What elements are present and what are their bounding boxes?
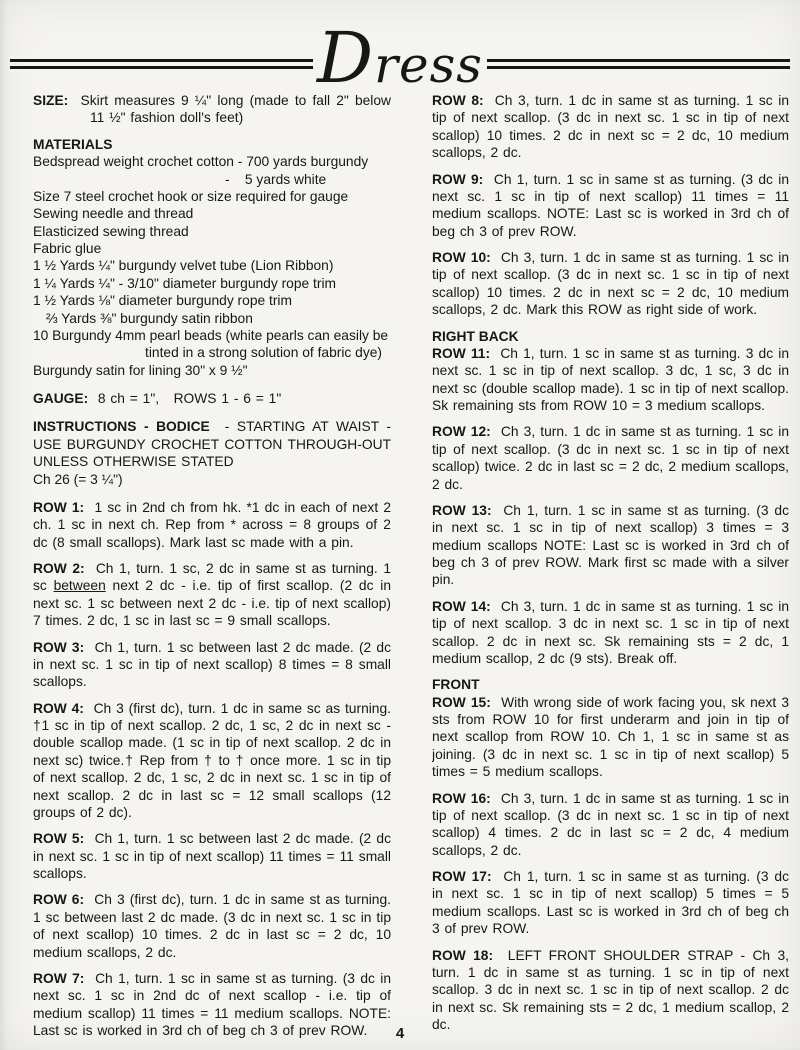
page-header: [0, 6, 800, 99]
row-paragraph: ROW 11: Ch 1, turn. 1 sc in same st as turning. 3 dc in next sc. 1 sc in tip of next scallop. 3 dc, 1 sc, 3 dc in next sc (double scallop made). 1 sc in tip of next scallop. Sk remaining sts from ROW 10 = 3 medium scallops.: [432, 345, 789, 413]
row-paragraph: ROW 16: Ch 3, turn. 1 dc in same st as turning. 1 sc in tip of next scallop. (3 dc in next sc. 1 sc in tip of next scallop) 4 times. 2 dc in last sc = 2 dc, 4 medium scallops, 2 dc.: [432, 790, 789, 858]
paragraph-label: ROW 14:: [432, 598, 491, 614]
paragraph-label: ROW 9:: [432, 171, 484, 187]
paragraph-label: INSTRUCTIONS - BODICE: [33, 419, 210, 435]
row-paragraph: ROW 8: Ch 3, turn. 1 dc in same st as turning. 1 sc in tip of next scallop. (3 dc in next sc. 1 sc in tip of next scallop) 10 times. 2 dc in next sc = 2 dc, 10 medium scallops, 2 dc.: [432, 93, 789, 161]
text-line: - 5 yards white: [225, 171, 327, 187]
paragraph-label: ROW 8:: [432, 93, 484, 108]
row-paragraph: ROW 13: Ch 1, turn. 1 sc in same st as turning. (3 dc in next sc. 1 sc in tip of next scallop) 3 times = 3 medium scallops NOTE: Last sc is worked in 3rd ch of beg ch 3 of prev ROW. Mark first sc made with a silver pin.: [432, 502, 789, 588]
text-line: 10 Burgundy 4mm pearl beads (white pearls can easily be tinted in a strong solution of fabric dye): [33, 327, 389, 361]
paragraph-label: ROW 12:: [432, 424, 491, 440]
section-heading: RIGHT BACK: [432, 328, 519, 344]
row-paragraph: ROW 5: Ch 1, turn. 1 sc between last 2 dc made. (2 dc in next sc. 1 sc in tip of next scallop) 11 times = 11 small scallops.: [33, 831, 391, 881]
paragraph-label: ROW 10:: [432, 250, 491, 265]
text-line: Bedspread weight crochet cotton - 700 yards burgundy: [33, 154, 369, 170]
row-paragraph: ROW 6: Ch 3 (first dc), turn. 1 dc in same st as turning. 1 sc between last 2 dc made. (3 dc in next sc. 1 sc in tip of next scallop) 10 times. 2 dc in last sc = 2 dc, 10 medium scallops, 2 dc.: [33, 892, 391, 960]
labeled-paragraph: GAUGE: 8 ch = 1", ROWS 1 - 6 = 1": [33, 391, 282, 406]
page-title: Dress: [317, 16, 483, 99]
row-paragraph: ROW 1: 1 sc in 2nd ch from hk. *1 dc in each of next 2 ch. 1 sc in next ch. Rep from * across = 8 groups of 2 dc (8 small scallops). Mark last sc made with a pin.: [33, 499, 391, 550]
text-line: 1 ½ Yards ¼" burgundy velvet tube (Lion Ribbon): [33, 258, 334, 274]
text-line: 1 ¼ Yards ¼" - 3/10" diameter burgundy rope trim: [33, 275, 337, 291]
section-heading: FRONT: [432, 677, 480, 693]
section-heading: MATERIALS: [33, 136, 113, 152]
text-line: Sewing needle and thread: [33, 206, 194, 222]
text-line: Ch 26 (= 3 ¼"): [33, 471, 123, 487]
row-paragraph: ROW 15: With wrong side of work facing you, sk next 3 sts from ROW 10 for first underarm and join in tip of next scallop from ROW 10. Ch 1, 1 sc in same st as joining. (3 dc in next sc. 1 sc in tip of next scallop) 5 times = 5 medium scallops.: [432, 694, 789, 780]
text-line: Elasticized sewing thread: [33, 223, 189, 239]
paragraph-label: SIZE:: [33, 93, 69, 108]
text-line: Size 7 steel crochet hook or size required for gauge: [33, 188, 349, 204]
paragraph-label: ROW 17:: [432, 869, 492, 884]
decorative-rule-right: [487, 59, 790, 69]
paragraph-label: ROW 4:: [33, 700, 84, 716]
text-line: 1 ½ Yards ⅛" diameter burgundy rope trim: [33, 293, 292, 309]
paragraph-label: ROW 18:: [432, 947, 494, 963]
paragraph-label: ROW 1:: [33, 499, 85, 515]
text-line: ⅔ Yards ⅜" burgundy satin ribbon: [46, 310, 253, 326]
labeled-paragraph: INSTRUCTIONS - BODICE - STARTING AT WAIST - USE BURGUNDY CROCHET COTTON THROUGH-OUT UNLESS OTHERWISE STATED: [33, 419, 391, 470]
paragraph-label: ROW 5:: [33, 831, 85, 847]
row-paragraph: ROW 14: Ch 3, turn. 1 dc in same st as turning. 1 sc in tip of next scallop. 3 dc in next sc. 1 sc in tip of next scallop. 2 dc in next sc. Sk remaining sts = 2 dc, 1 medium scallop, 2 dc (9 sts). Break off.: [432, 598, 789, 666]
row-paragraph: ROW 4: Ch 3 (first dc), turn. 1 dc in same sc as turning. †1 sc in tip of next scallop. 2 dc, 1 sc, 2 dc in next sc - double scallop made. (1 sc in tip of next scallop. 2 dc in next sc) twice.† Rep from † to † once more. 1 sc in tip of next scallop. 2 dc, 1 sc, 2 dc in next sc. 1 sc in tip of next scallop. 2 dc in last sc = 12 small scallops (12 groups of 2 dc).: [33, 700, 391, 820]
left-column: [33, 92, 391, 1038]
row-paragraph: ROW 18: LEFT FRONT SHOULDER STRAP - Ch 3, turn. 1 dc in same st as turning. 1 sc in tip of next scallop. 3 dc in next sc. 1 sc in tip of next scallop. 2 dc in next sc. Sk remaining sts = 2 dc, 1 medium scallop, 2 dc.: [432, 947, 789, 1032]
row-paragraph: ROW 17: Ch 1, turn. 1 sc in same st as turning. (3 dc in next sc. 1 sc in tip of next scallop) 5 times = 5 medium scallops. Last sc is worked in 3rd ch of beg ch 3 of prev ROW.: [432, 869, 789, 937]
paragraph-label: ROW 13:: [432, 502, 492, 518]
paragraph-label: ROW 15:: [432, 694, 491, 710]
row-paragraph: ROW 12: Ch 3, turn. 1 dc in same st as turning. 1 sc in tip of next scallop. (3 dc in next sc. 1 sc in tip of next scallop) twice. 2 dc in last sc = 2 dc, 2 medium scallops, 2 dc.: [432, 424, 789, 492]
page-number: 4: [395, 1025, 405, 1042]
row-paragraph: ROW 3: Ch 1, turn. 1 sc between last 2 dc made. (2 dc in next sc. 1 sc in tip of next scallop) 8 times = 8 small scallops.: [33, 639, 391, 690]
paragraph-label: ROW 6:: [33, 892, 85, 908]
paragraph-label: ROW 11:: [432, 345, 491, 361]
paragraph-label: ROW 3:: [33, 639, 85, 655]
row-paragraph: ROW 9: Ch 1, turn. 1 sc in same st as turning. (3 dc in next sc. 1 sc in tip of next scallop) 11 times = 11 medium scallops. NOTE: Last sc is worked in 3rd ch of beg ch 3 of prev ROW.: [432, 171, 789, 239]
paragraph-label: ROW 2:: [33, 561, 85, 576]
paragraph-label: GAUGE:: [33, 391, 89, 406]
row-paragraph: ROW 7: Ch 1, turn. 1 sc in same st as turning. (3 dc in next sc. 1 sc in 2nd dc of next scallop - i.e. tip of medium scallop) 11 times = 11 medium scallops. NOTE: Last sc is worked in 3rd ch of beg ch 3 of prev ROW.: [33, 970, 391, 1038]
row-paragraph: ROW 10: Ch 3, turn. 1 dc in same st as turning. 1 sc in tip of next scallop. (3 dc in next sc. 1 sc in tip of next scallop) 10 times. 2 dc in next sc = 2 dc, 10 medium scallops, 2 dc. Mark this ROW as right side of work.: [432, 250, 789, 318]
decorative-rule-left: [10, 59, 313, 69]
text-line: Burgundy satin for lining 30" x 9 ½": [33, 362, 248, 378]
text-line: Fabric glue: [33, 241, 102, 256]
paragraph-label: ROW 16:: [432, 790, 491, 806]
right-column: [432, 92, 789, 1038]
paragraph-label: ROW 7:: [33, 970, 85, 986]
row-paragraph: ROW 2: Ch 1, turn. 1 sc, 2 dc in same st as turning. 1 sc between next 2 dc - i.e. tip of first scallop. (2 dc in next sc. 1 sc between next 2 dc - i.e. tip of next scallop) 7 times. 2 dc, 1 sc in last sc = 9 small scallops.: [33, 561, 391, 629]
labeled-paragraph: SIZE: Skirt measures 9 ¼" long (made to fall 2" below 11 ½" fashion doll's feet): [33, 93, 391, 126]
